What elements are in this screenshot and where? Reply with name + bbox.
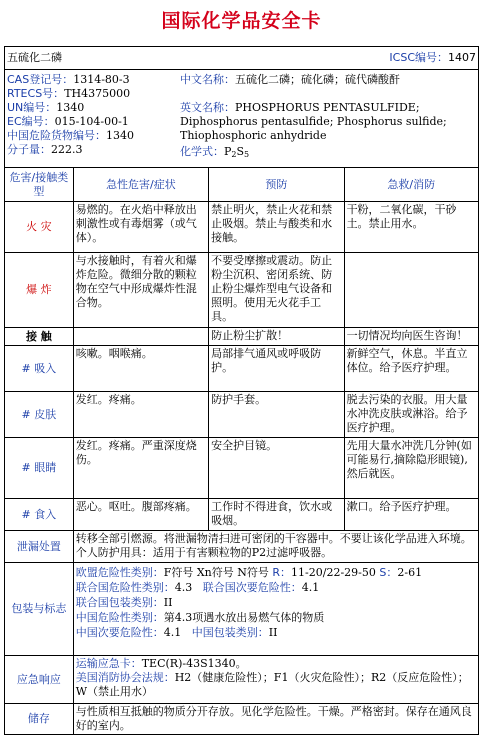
english-name: 英文名称：PHOSPHORUS PENTASULFIDE; Diphosphorus pentasulfide; Phosphorus sulfide; Thiophosphoric anhydride [180,101,447,142]
hazard-row-explosion [5,252,478,327]
un-packing-group: 联合国包装类别：II [75,596,173,609]
hazard-prevention: 局部排气通风或呼吸防护。 [208,346,343,391]
hazard-type: # 眼睛 [21,461,57,474]
un-number: UN编号：1340 [7,101,85,114]
identifier-block [5,70,178,167]
emergency-details [73,656,478,703]
molecular-weight: 分子量：222.3 [7,143,83,156]
col-header-firstaid: 急救/消防 [344,168,478,201]
identifiers-row [5,69,478,167]
storage-text: 与性质相互抵触的物质分开存放。见化学危险性。干燥。严格密封。保存在通风良好的室内。 [73,704,478,734]
packaging-row [5,562,478,655]
hazard-row-exposure [5,327,478,345]
col-header-prevention: 预防 [208,168,343,201]
hazard-firstaid: 漱口。给予医疗护理。 [344,499,478,530]
icsc-number: ICSC编号：1407 [389,51,476,64]
hazard-prevention: 不要受摩擦或震动。防止粉尘沉积、密闭系统、防止粉尘爆炸型电气设备和照明。使用无火花手工具。 [208,253,343,327]
col-header-type: 危害/接触类型 [9,170,69,198]
hazard-symptoms: 与水接触时，有着火和爆炸危险。微细分散的颗粒物在空气中形成爆炸性混合物。 [73,253,208,327]
rtecs-number: RTECS号：TH4375000 [7,87,131,100]
hazard-firstaid: 新鲜空气，休息。半直立体位。给予医疗护理。 [344,346,478,391]
names-block [178,70,478,167]
hazard-symptoms: 咳嗽。咽喉痛。 [73,346,208,391]
hazard-type: # 皮肤 [21,407,57,421]
hazard-row-fire [5,201,478,252]
packaging-details [73,563,478,655]
column-header-row [5,167,478,201]
hazard-prevention: 防止粉尘扩散！ [208,328,343,345]
hazard-symptoms: 恶心。呕吐。腹部疼痛。 [73,499,208,530]
hazard-row-inhalation [5,345,478,391]
hazard-row-eyes [5,437,478,498]
emergency-label: 应急响应 [16,672,61,686]
cn-dangerous-goods-number: 中国危险货物编号：1340 [7,129,134,142]
packaging-label: 包装与标志 [11,602,67,615]
header-row [5,47,478,69]
hazard-firstaid: 先用大量水冲洗几分钟(如可能易行,摘除隐形眼镜),然后就医。 [344,438,478,498]
storage-row [5,703,478,734]
hazard-prevention: 禁止明火，禁止火花和禁止吸烟。禁止与酸类和水接触。 [208,202,343,252]
hazard-symptoms: 易燃的。在火焰中释放出刺激性或有毒烟雾（或气体）。 [73,202,208,252]
cas-number: CAS登记号：1314-80-3 [7,73,130,86]
hazard-firstaid: 一切情况均向医生咨询！ [344,328,478,345]
spill-row [5,530,478,562]
hazard-row-skin [5,391,478,437]
card-title: 国际化学品安全卡 [161,10,322,32]
hazard-symptoms [73,328,208,345]
hazard-type: 接 触 [25,329,52,343]
hazard-prevention: 安全护目镜。 [208,438,343,498]
un-hazard-class: 联合国危险性类别：4.3 联合国次要危险性：4.1 [75,581,320,594]
hazard-row-ingestion [5,498,478,530]
hazard-prevention: 工作时不得进食，饮水或吸烟。 [208,499,343,530]
spill-text: 转移全部引燃源。将泄漏物清扫进可密闭的干容器中。不要让该化学品进入环境。个人防护用具：适用于有害颗粒物的P2过滤呼吸器。 [73,531,478,562]
hazard-firstaid [344,253,478,327]
eu-classification: 欧盟危险性类别：F符号 Xn符号 N符号 R：11-20/22-29-50 S：2-61 [75,566,423,579]
hazard-type: 火 灾 [26,220,52,233]
chinese-name: 中文名称：五硫化二磷；硫化磷；硫代磷酸酐 [180,73,400,86]
cn-hazard-class: 中国危险性类别：第4.3项遇水放出易燃气体的物质 [75,611,325,624]
hazard-type: # 吸入 [21,361,57,375]
nfpa-code: 美国消防协会法规：H2（健康危险性）；F1（火灾危险性）；R2（反应危险性）；W（禁止用水） [75,671,469,698]
hazard-type: # 食入 [21,507,57,521]
cn-secondary-hazard: 中国次要危险性：4.1 中国包装类别：II [75,626,278,639]
chemical-name: 五硫化二磷 [7,51,62,64]
hazard-firstaid: 脱去污染的衣服。用大量水冲洗皮肤或淋浴。给予医疗护理。 [344,392,478,437]
col-header-symptoms: 急性危害/症状 [73,168,208,201]
hazard-symptoms: 发红。疼痛。 [73,392,208,437]
hazard-symptoms: 发红。疼痛。严重深度烧伤。 [73,438,208,498]
emergency-row [5,655,478,703]
hazard-prevention: 防护手套。 [208,392,343,437]
hazard-type: 爆 炸 [26,283,52,296]
hazard-firstaid: 干粉，二氧化碳，干砂土。禁止用水。 [344,202,478,252]
safety-card-table [4,46,479,735]
spill-label: 泄漏处置 [16,539,61,553]
transport-emergency-card: 运输应急卡：TEC(R)-43S1340。 [75,657,247,670]
ec-number: EC编号：015-104-00-1 [7,115,129,128]
storage-label: 储存 [27,712,50,725]
chemical-formula: 化学式：$P_2S_5$ [180,145,250,159]
